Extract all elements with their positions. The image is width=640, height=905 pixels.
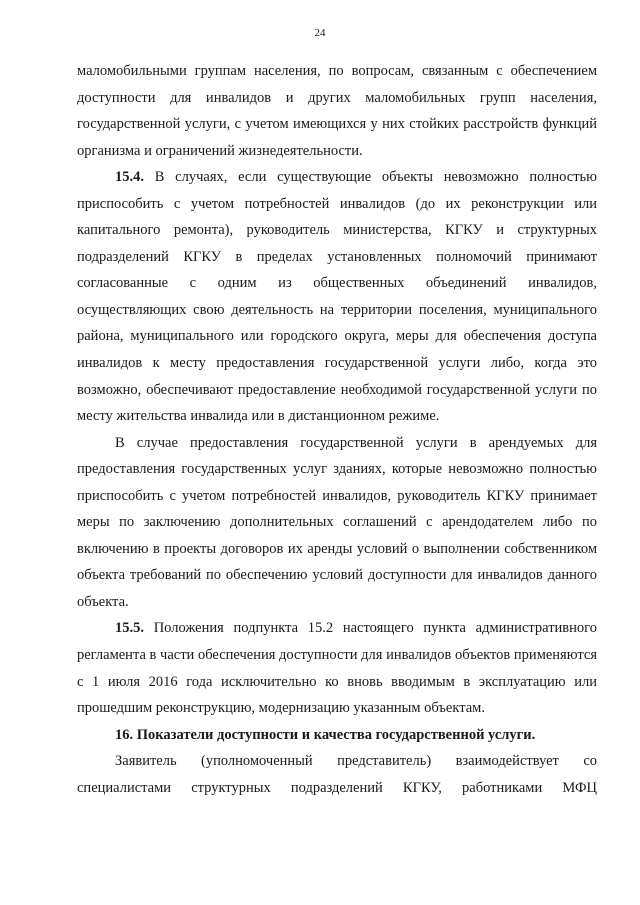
paragraph-text: В случаях, если существующие объекты невозможно полностью приспособить с учетом потребностей инвалидов (до их реконструкции или капитального ремонта), руководитель министерства, КГКУ и структурных подразделений КГКУ в пределах установленных полномочий принимают согласованные с одним из общественных объединений инвалидов, осуществляющих свою деятельность на территории поселения, муниципального района, муниципального или городского округа, меры для обеспечения доступа инвалидов к месту предоставления государственной услуги либо, когда это возможно, обеспечивают предоставление необходимой государственной услуги по месту жительства инвалида или в дистанционном режиме. [77, 169, 597, 425]
paragraph-continuation: маломобильными группам населения, по вопросам, связанным с обеспечением доступности для инвалидов и других маломобильных групп населения, государственной услуги, с учетом имеющихся у них стойких расстройств функций организма и ограничений жизнедеятельности. [77, 63, 597, 159]
paragraph-applicant: Заявитель (уполномоченный представитель) взаимодействует со специалистами структурных подразделений КГКУ, работниками МФЦ [77, 753, 597, 796]
section-heading: 16. Показатели доступности и качества государственной услуги. [115, 726, 536, 743]
paragraph-15-4 [77, 164, 597, 429]
clause-number: 15.4. [115, 169, 144, 186]
paragraph-15-5 [77, 615, 597, 721]
clause-number: 15.5. [115, 620, 144, 637]
page-number: 24 [314, 27, 326, 39]
paragraph-text: Положения подпункта 15.2 настоящего пункта административного регламента в части обеспечения доступности для инвалидов объектов применяются с 1 июля 2016 года исключительно ко вновь вводимым в эксплуатацию или прошедшим реконструкцию, модернизацию указанным объектам. [77, 620, 597, 717]
document-body [77, 58, 597, 801]
paragraph-lease-buildings: В случае предоставления государственной услуги в арендуемых для предоставления государственных услуг зданиях, которые невозможно полностью приспособить с учетом потребностей инвалидов, руководитель КГКУ принимает меры по заключению дополнительных соглашений с арендодателем либо по включению в проекты договоров их аренды условий о выполнении собственником объекта требований по обеспечению условий доступности для инвалидов данного объекта. [77, 434, 597, 610]
